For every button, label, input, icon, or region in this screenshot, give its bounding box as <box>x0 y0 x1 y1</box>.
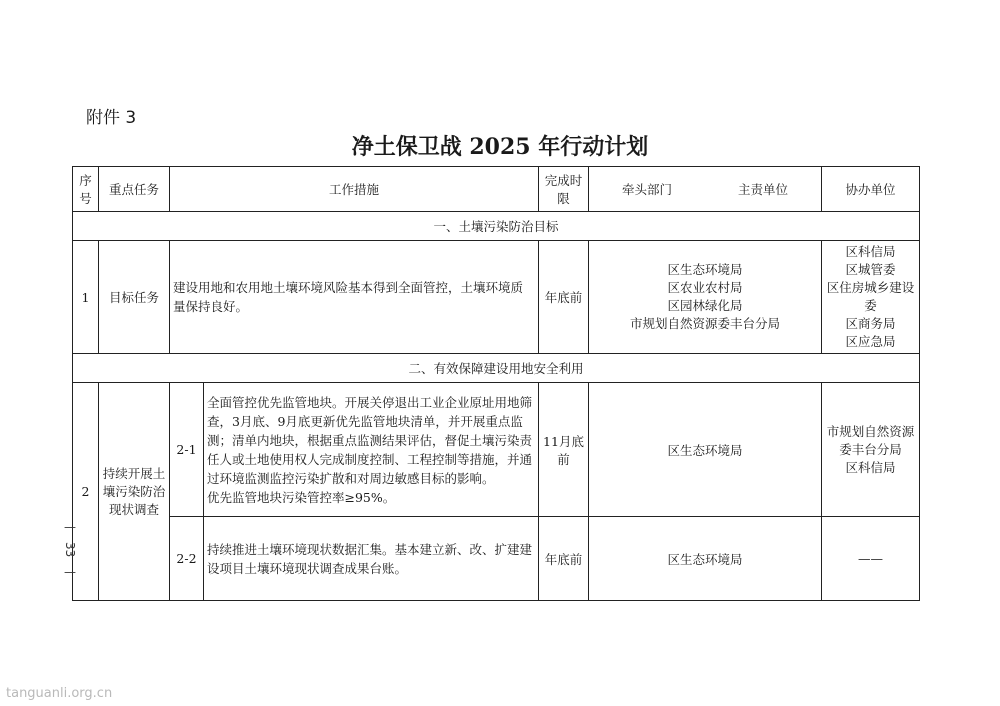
header-lead-main <box>589 167 822 212</box>
row-assist-units <box>822 241 920 354</box>
assist-unit: 区城管委 <box>845 262 896 277</box>
assist-unit: 区科信局 <box>845 459 896 475</box>
row-deadline: 年底前 <box>539 241 589 354</box>
table-row <box>73 383 920 517</box>
lead-unit: 区农业农村局 <box>667 280 743 295</box>
lead-unit: 市规划自然资源委丰台分局 <box>629 316 780 331</box>
row-seq: 2 <box>73 383 99 601</box>
sub-assist-units <box>822 383 920 517</box>
header-seq: 序号 <box>73 167 99 212</box>
sub-number: 2-1 <box>170 383 204 517</box>
table-row <box>73 241 920 354</box>
assist-unit: 区科信局 <box>845 244 896 259</box>
header-lead-dept: 牵头部门 <box>621 182 672 197</box>
assist-unit: 市规划自然资源 <box>826 423 915 439</box>
sub-measure-text: 全面管控优先监管地块。开展关停退出工业企业原址用地筛查，3月底、9月底更新优先监管地块清单，并开展重点监测；清单内地块，根据重点监测结果评估，督促土壤污染责任人或土地使用权人完成制度控制、工程控制等措施，并通过环境监测监控污染扩散和对周边敏感目标的影响。 <box>207 394 533 486</box>
header-task: 重点任务 <box>99 167 170 212</box>
table-row <box>73 517 920 601</box>
assist-unit: 委丰台分局 <box>839 441 902 457</box>
row-measure: 建设用地和农用地土壤环境风险基本得到全面管控，土壤环境质量保持良好。 <box>170 241 539 354</box>
dash-bottom: — <box>64 565 76 580</box>
dash-top: — <box>64 520 76 534</box>
sub-deadline: 11月底前 <box>539 383 589 517</box>
section-row-2 <box>73 354 920 383</box>
row-seq: 1 <box>73 241 99 354</box>
sub-measure <box>204 383 539 517</box>
table-header-row <box>73 167 920 212</box>
header-measures: 工作措施 <box>170 167 539 212</box>
row-task: 持续开展土壤污染防治现状调查 <box>99 383 170 601</box>
assist-unit: 区应急局 <box>845 334 896 349</box>
watermark: tanguanli.org.cn <box>6 686 113 701</box>
sub-measure: 持续推进土壤环境现状数据汇集。基本建立新、改、扩建建设项目土壤环境现状调查成果台账。 <box>204 517 539 601</box>
section-row-1 <box>73 212 920 241</box>
document-title: 净土保卫战 2025 年行动计划 <box>351 134 649 160</box>
page-number-value: 33 <box>63 542 77 558</box>
header-assist-unit: 协办单位 <box>822 167 920 212</box>
header-main-unit: 主责单位 <box>737 182 788 197</box>
sub-measure-target: 优先监管地块污染管控率≥95%。 <box>207 489 396 505</box>
action-plan-table <box>72 166 920 601</box>
sub-lead-unit: 区生态环境局 <box>589 517 822 601</box>
sub-assist-unit: —— <box>822 517 920 601</box>
row-task: 目标任务 <box>99 241 170 354</box>
row-lead-units <box>589 241 822 354</box>
sub-number: 2-2 <box>170 517 204 601</box>
lead-unit: 区生态环境局 <box>667 262 743 277</box>
assist-unit: 区住房城乡建设委 <box>826 280 915 313</box>
lead-unit: 区园林绿化局 <box>667 298 743 313</box>
header-deadline: 完成时限 <box>539 167 589 212</box>
page-number <box>60 520 80 579</box>
section-title: 二、有效保障建设用地安全利用 <box>73 354 920 383</box>
section-title: 一、土壤污染防治目标 <box>73 212 920 241</box>
attachment-label: 附件 3 <box>86 108 137 128</box>
sub-lead-unit: 区生态环境局 <box>589 383 822 517</box>
sub-deadline: 年底前 <box>539 517 589 601</box>
assist-unit: 区商务局 <box>845 316 896 331</box>
